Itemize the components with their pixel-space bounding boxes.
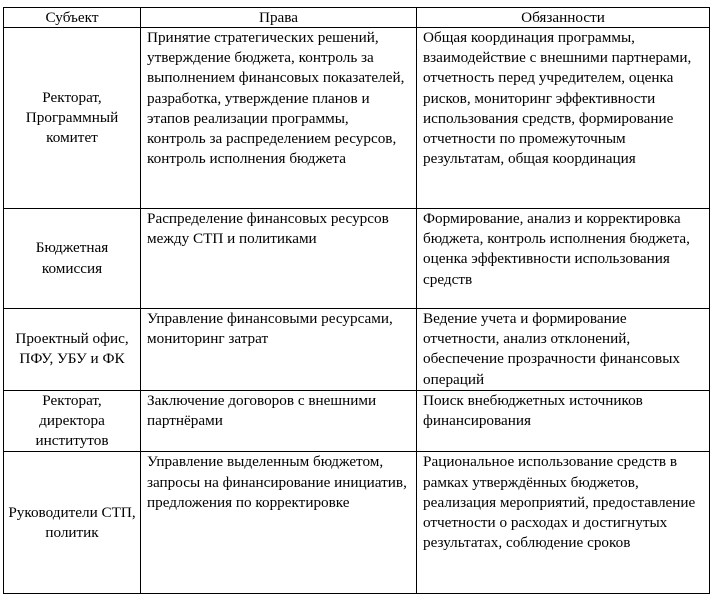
subject-cell: Ректорат, Программный комитет bbox=[4, 28, 141, 209]
table-row bbox=[4, 28, 710, 209]
subject-cell: Бюджетная комиссия bbox=[4, 209, 141, 309]
duties-cell: Общая координация программы, взаимодействие с внешними партнерами, отчетность перед учредителем, оценка рисков, мониторинг эффективности использования средств, формирование отчетности по промежуточным результатам, общая координация bbox=[417, 28, 710, 209]
table-row bbox=[4, 209, 710, 309]
table-row bbox=[4, 452, 710, 594]
rights-cell: Принятие стратегических решений, утверждение бюджета, контроль за выполнением финансовых показателей, разработка, утверждение планов и этапов реализации программы, контроль за распределением ресурсов, контроль исполнения бюджета bbox=[141, 28, 417, 209]
duties-cell: Рациональное использование средств в рамках утверждённых бюджетов, реализация мероприятий, предоставление отчетности о расходах и достигнутых результатах, соблюдение сроков bbox=[417, 452, 710, 594]
rights-cell: Управление финансовыми ресурсами, мониторинг затрат bbox=[141, 309, 417, 391]
subject-cell: Ректорат, директора институтов bbox=[4, 390, 141, 452]
header-duties: Обязанности bbox=[417, 8, 710, 28]
subject-cell: Проектный офис, ПФУ, УБУ и ФК bbox=[4, 309, 141, 391]
rights-cell: Управление выделенным бюджетом, запросы на финансирование инициатив, предложения по корректировке bbox=[141, 452, 417, 594]
rights-cell: Заключение договоров с внешними партнёрами bbox=[141, 390, 417, 452]
subject-cell: Руководители СТП, политик bbox=[4, 452, 141, 594]
table-row bbox=[4, 390, 710, 452]
table-row bbox=[4, 309, 710, 391]
duties-cell: Формирование, анализ и корректировка бюджета, контроль исполнения бюджета, оценка эффективности использования средств bbox=[417, 209, 710, 309]
duties-cell: Поиск внебюджетных источников финансирования bbox=[417, 390, 710, 452]
header-subject: Субъект bbox=[4, 8, 141, 28]
header-rights: Права bbox=[141, 8, 417, 28]
duties-cell: Ведение учета и формирование отчетности, анализ отклонений, обеспечение прозрачности финансовых операций bbox=[417, 309, 710, 391]
rights-cell: Распределение финансовых ресурсов между СТП и политиками bbox=[141, 209, 417, 309]
responsibilities-table bbox=[3, 7, 710, 594]
header-row bbox=[4, 8, 710, 28]
